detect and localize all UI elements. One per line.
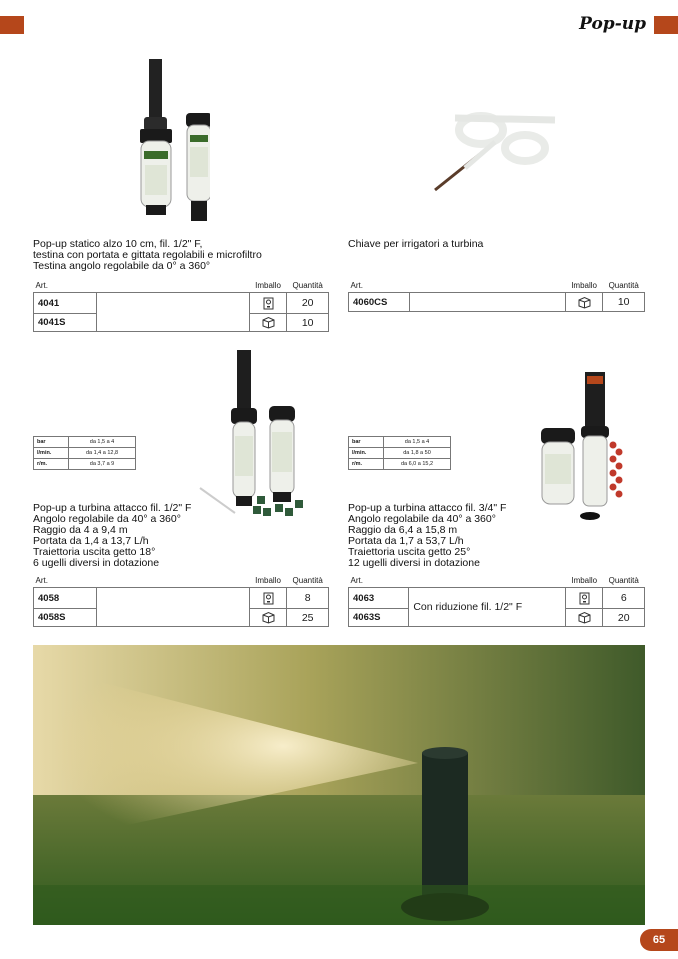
product-table — [33, 574, 329, 627]
description-line: Chiave per irrigatori a turbina — [348, 238, 484, 250]
quantity: 8 — [287, 588, 329, 609]
bag-icon — [262, 297, 275, 310]
description-line: Angolo regolabile da 40° a 360° — [348, 513, 496, 525]
product-image-key — [425, 110, 560, 200]
description-line: Angolo regolabile da 40° a 360° — [33, 513, 181, 525]
description-line: Testina angolo regolabile da 0° a 360° — [33, 260, 211, 272]
imballo-cell — [565, 293, 603, 312]
quantity: 6 — [603, 588, 645, 609]
spec-value: da 1,8 a 50 — [384, 448, 451, 459]
quantity: 20 — [603, 609, 645, 627]
spec-key: r/m. — [34, 459, 69, 470]
col-imballo: Imballo — [249, 279, 287, 293]
spec-key: l/min. — [349, 448, 384, 459]
box-icon — [262, 611, 275, 624]
product-image-popup-turbine-half — [195, 348, 310, 523]
description-line: Pop-up statico alzo 10 cm, fil. 1/2" F, — [33, 238, 203, 250]
description-line: Traiettoria uscita getto 18° — [33, 546, 156, 558]
article-code: 4063 — [349, 588, 409, 609]
box-icon — [578, 611, 591, 624]
product-table — [348, 574, 645, 627]
spec-value: da 3,7 a 9 — [69, 459, 136, 470]
sprinkler-photo — [33, 645, 645, 925]
col-imballo: Imballo — [565, 279, 603, 293]
description-line: Pop-up a turbina attacco fil. 1/2" F — [33, 502, 192, 514]
imballo-cell — [249, 609, 287, 627]
article-code: 4058 — [34, 588, 97, 609]
bag-icon — [578, 592, 591, 605]
quantity: 20 — [287, 293, 329, 314]
product-note: Con riduzione fil. 1/2" F — [409, 588, 566, 627]
article-code: 4063S — [349, 609, 409, 627]
spec-value: da 6,0 a 15,2 — [384, 459, 451, 470]
product-image-popup-turbine-threequarter — [535, 370, 630, 520]
description-line: testina con portata e gittata regolabili e microfiltro — [33, 249, 262, 261]
product-description — [348, 503, 538, 569]
table-row — [349, 588, 645, 609]
col-art: Art. — [349, 574, 409, 588]
product-description — [33, 503, 223, 569]
article-code: 4041S — [34, 314, 97, 332]
col-imballo: Imballo — [249, 574, 287, 588]
product-description — [33, 239, 333, 272]
description-line: Raggio da 4 a 9,4 m — [33, 524, 128, 536]
imballo-cell — [566, 588, 603, 609]
spec-table — [33, 436, 136, 470]
imballo-cell — [249, 293, 287, 314]
section-tab-right — [654, 16, 678, 34]
quantity: 25 — [287, 609, 329, 627]
product-table — [348, 279, 645, 312]
col-quantita: Quantità — [287, 279, 329, 293]
article-code: 4058S — [34, 609, 97, 627]
product-image-popup-static — [130, 55, 210, 225]
col-art: Art. — [349, 279, 410, 293]
table-row — [34, 293, 329, 314]
col-imballo: Imballo — [566, 574, 603, 588]
description-line: Portata da 1,4 a 13,7 L/h — [33, 535, 149, 547]
article-code: 4060CS — [349, 293, 410, 312]
col-art: Art. — [34, 279, 97, 293]
section-tab-left — [0, 16, 24, 34]
quantity: 10 — [603, 293, 645, 312]
description-line: Raggio da 6,4 a 15,8 m — [348, 524, 458, 536]
imballo-cell — [249, 314, 287, 332]
spec-key: bar — [349, 437, 384, 448]
spec-key: l/min. — [34, 448, 69, 459]
spec-key: bar — [34, 437, 69, 448]
spec-key: r/m. — [349, 459, 384, 470]
table-row — [34, 588, 329, 609]
spec-value: da 1,5 a 4 — [69, 437, 136, 448]
product-table — [33, 279, 329, 332]
imballo-cell — [566, 609, 603, 627]
product-description — [348, 239, 648, 250]
box-icon — [262, 316, 275, 329]
page-number: 65 — [640, 929, 678, 951]
description-line: Portata da 1,7 a 53,7 L/h — [348, 535, 464, 547]
col-quantita: Quantità — [287, 574, 329, 588]
quantity: 10 — [287, 314, 329, 332]
description-line: Traiettoria uscita getto 25° — [348, 546, 471, 558]
spec-table — [348, 436, 451, 470]
spec-value: da 1,4 a 12,8 — [69, 448, 136, 459]
col-quantita: Quantità — [603, 574, 645, 588]
description-line: Pop-up a turbina attacco fil. 3/4" F — [348, 502, 507, 514]
bag-icon — [262, 592, 275, 605]
box-icon — [578, 296, 591, 309]
table-row — [349, 293, 645, 312]
article-code: 4041 — [34, 293, 97, 314]
spec-value: da 1,5 a 4 — [384, 437, 451, 448]
description-line: 6 ugelli diversi in dotazione — [33, 557, 160, 569]
description-line: 12 ugelli diversi in dotazione — [348, 557, 480, 569]
col-quantita: Quantità — [603, 279, 645, 293]
section-title: Pop-up — [579, 14, 646, 34]
col-art: Art. — [34, 574, 97, 588]
imballo-cell — [249, 588, 287, 609]
